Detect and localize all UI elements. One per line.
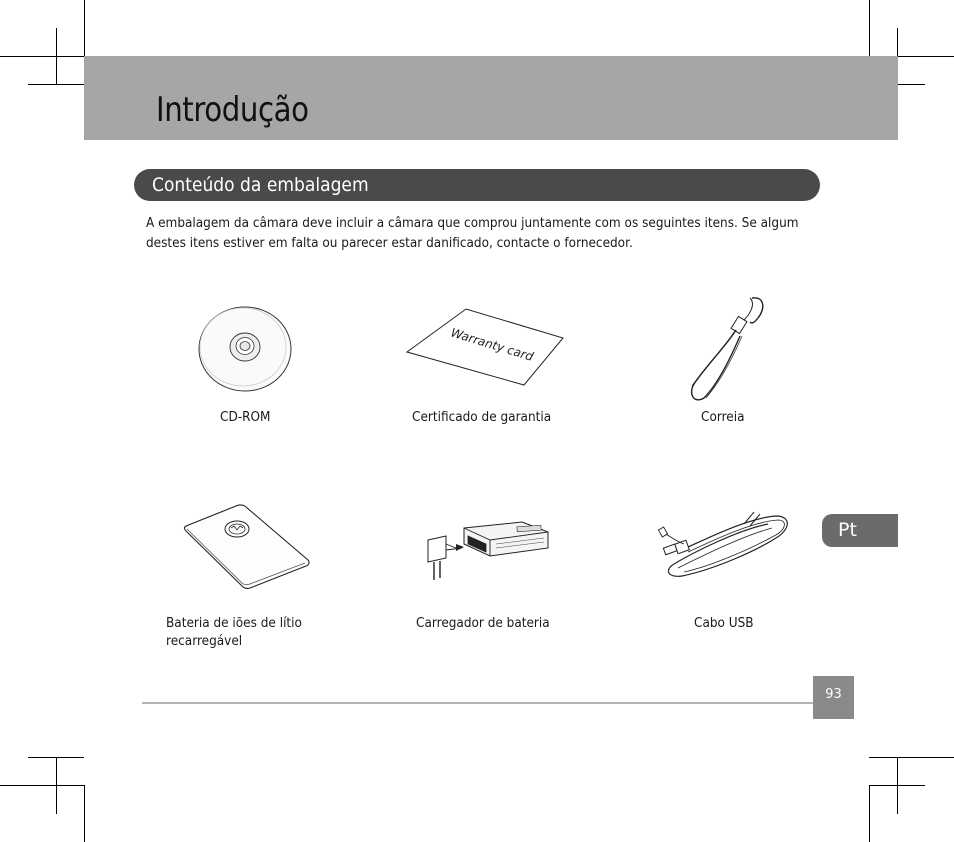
item-label-battery-line2: recarregável (166, 634, 243, 649)
battery-icon (184, 504, 310, 590)
crop-mark (28, 757, 84, 758)
crop-mark (869, 757, 954, 758)
item-label-usb-cable: Cabo USB (694, 616, 754, 631)
charger-icon (422, 518, 552, 584)
crop-mark (869, 785, 870, 842)
item-label-battery (166, 615, 302, 651)
warranty-card-icon (406, 308, 564, 386)
language-tab (822, 514, 898, 547)
footer-rule (142, 702, 813, 704)
strap-icon (686, 294, 770, 406)
item-label-cd-rom: CD-ROM (220, 410, 271, 425)
intro-line: destes itens estiver em falta ou parecer estar danificado, contacte o fornecedor. (146, 236, 633, 251)
intro-line: A embalagem da câmara deve incluir a câmara que comprou juntamente com os seguintes itens. Se algum (146, 216, 799, 231)
language-tab-label: Pt (838, 519, 857, 541)
crop-mark (84, 785, 85, 842)
intro-paragraph (146, 214, 816, 254)
warranty-card-text: Warranty card (449, 325, 535, 364)
item-label-warranty: Certificado de garantia (412, 410, 552, 425)
page-title: Introdução (156, 90, 309, 130)
crop-mark (869, 785, 925, 786)
item-label-charger: Carregador de bateria (416, 616, 550, 631)
section-title: Conteúdo da embalagem (152, 174, 369, 196)
crop-mark (28, 84, 84, 85)
cd-rom-icon (198, 306, 294, 392)
page-number: 93 (825, 687, 842, 702)
crop-mark (0, 785, 84, 786)
item-label-battery-line1: Bateria de iões de lítio (166, 616, 302, 631)
item-label-strap: Correia (701, 410, 745, 425)
crop-mark (0, 56, 84, 57)
usb-cable-icon (658, 508, 794, 584)
